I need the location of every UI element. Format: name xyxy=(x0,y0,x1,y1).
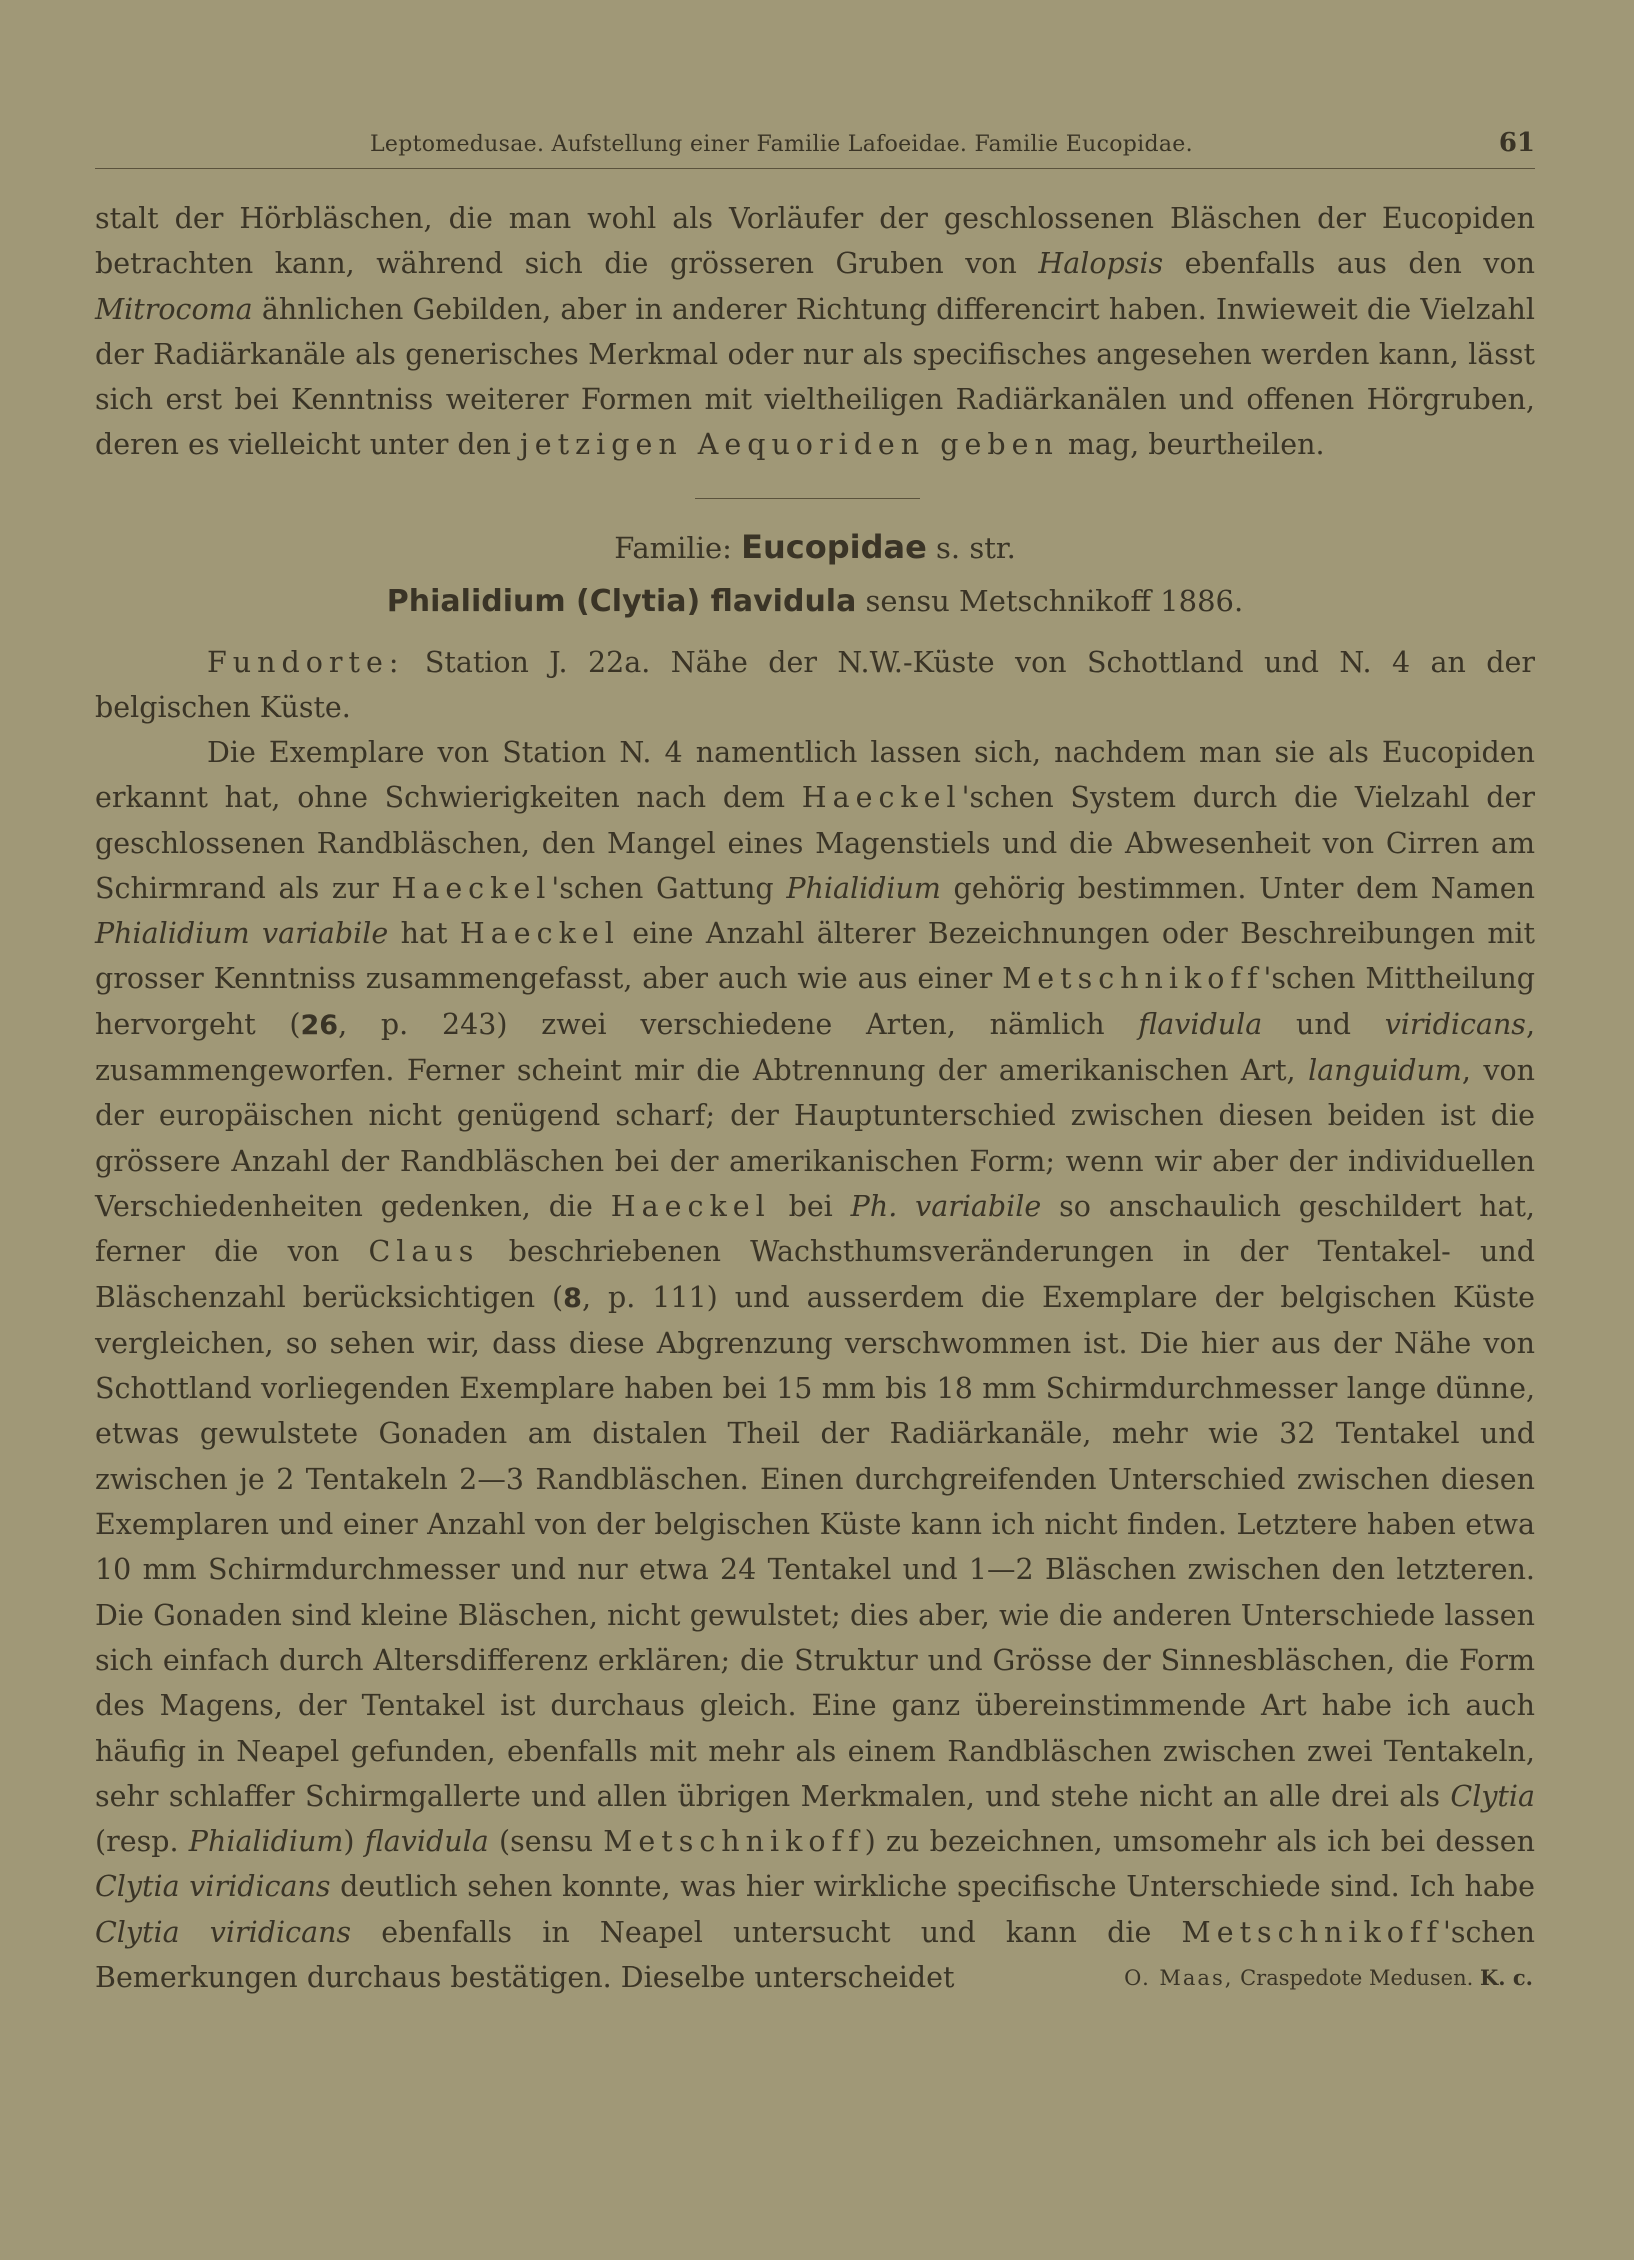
family-name: Eucopidae xyxy=(741,528,927,566)
running-head-title: Leptomedusae. Aufstellung einer Familie Lafoeidae. Familie Eucopidae. xyxy=(370,132,1193,157)
taxon-name: Clytia xyxy=(1450,1779,1535,1813)
author-name: Metschnikoff xyxy=(603,1825,865,1859)
intro-paragraph: stalt der Hörbläschen, die man wohl als Vorläufer der geschlossenen Bläschen der Eucopiden betrachten kann, während sich die grösseren Gruben von Halopsis ebenfalls aus den von Mitrocoma ähnlichen Gebilden, aber in anderer Richtung differencirt haben. Inwieweit die Vielzahl der Radiärkanäle als generisches Merkmal oder nur als specifisches angesehen werden kann, lässt sich erst bei Kenntniss weiterer Formen mit vieltheiligen Radiärkanälen und offenen Hörgruben, deren es vielleicht unter den jetzigen Aequoriden geben mag, beurtheilen. xyxy=(95,202,1535,462)
author-name: Haeckel xyxy=(801,781,962,815)
taxon-name: Phialidium xyxy=(786,871,941,905)
taxon-name: Phialidium variabile xyxy=(95,917,389,951)
author-name: Haeckel xyxy=(610,1189,771,1223)
taxon-name: Clytia viridicans xyxy=(95,1870,331,1904)
signature-work: Craspedote Medusen. xyxy=(1240,1966,1474,1990)
main-paragraph: Die Exemplare von Station N. 4 namentlich lassen sich, nachdem man sie als Eucopiden erkannt hat, ohne Schwierigkeiten nach dem Haeckel'schen System durch die Vielzahl der geschlossenen Randbläschen, den Mangel eines Magenstiels und die Abwesenheit von Cirren am Schirmrand als zur Haeckel'schen Gattung Phialidium gehörig bestimmen. Unter dem Namen Phialidium variabile hat Haeckel eine Anzahl älterer Bezeichnungen oder Beschreibungen mit grosser Kenntniss zusammengefasst, aber auch wie aus einer Metschnikoff'schen Mittheilung hervorgeht (26, p. 243) zwei verschiedene Arten, nämlich flavidula und viridicans, zusammengeworfen. Ferner scheint mir die Abtrennung der amerikanischen Art, languidum, von der europäischen nicht genügend scharf; der Hauptunterschied zwischen diesen beiden ist die grössere Anzahl der Randbläschen bei der amerikanischen Form; wenn wir aber der individuellen Verschiedenheiten gedenken, die Haeckel bei Ph. variabile so anschaulich geschildert hat, ferner die von Claus beschriebenen Wachsthumsveränderungen in der Tentakel- und Bläschenzahl berücksichtigen (8, p. 111) und ausserdem die Exemplare der belgischen Küste vergleichen, so sehen wir, dass diese Abgrenzung verschwommen ist. Die hier aus der Nähe von Schottland vorliegenden Exemplare haben bei 15 mm bis 18 mm Schirmdurchmesser lange dünne, etwas gewulstete Gonaden am distalen Theil der Radiärkanäle, mehr wie 32 Tentakel und zwischen je 2 Tentakeln 2—3 Randbläschen. Einen durchgreifenden Unterschied zwischen diesen Exemplaren und einer Anzahl von der belgischen Küste kann ich nicht finden. Letztere haben etwa 10 mm Schirmdurchmesser und nur etwa 24 Tentakel und 1—2 Bläschen zwischen den letzteren. Die Gonaden sind kleine Bläschen, nicht gewulstet; dies aber, wie die anderen Unterschiede lassen sich einfach durch Altersdifferenz erklären; die Struktur und Grösse der Sinnesbläschen, die Form des Magens, der Tentakel ist durchaus gleich. Eine ganz übereinstimmende Art habe ich auch häufig in Neapel gefunden, ebenfalls mit mehr als einem Randbläschen zwischen zwei Tentakeln, sehr schlaffer Schirmgallerte und allen übrigen Merkmalen, und stehe nicht an alle drei als Clytia (resp. Phialidium) flavidula (sensu Metschnikoff) zu bezeichnen, umsomehr als ich bei dessen Clytia viridicans deutlich sehen konnte, was hier wirkliche specifische Unterschiede sind. Ich habe Clytia viridicans ebenfalls in Neapel untersucht und kann die Metschnikoff'schen Bemerkungen durchaus bestätigen. Dieselbe unterscheidet xyxy=(95,736,1536,1995)
author-name: Claus xyxy=(368,1235,480,1269)
taxon-name: Ph. variabile xyxy=(850,1189,1042,1223)
family-prefix: Familie: xyxy=(614,531,732,565)
taxon-name: flavidula xyxy=(1138,1007,1263,1041)
section-divider xyxy=(695,498,920,499)
taxon-name: viridicans xyxy=(1384,1007,1526,1041)
reference-number: 8 xyxy=(563,1282,582,1314)
spaced-text: jetzigen Aequoriden geben xyxy=(519,428,1059,462)
author-name: Haeckel xyxy=(459,917,620,951)
signature-mark: K. c. xyxy=(1480,1965,1533,1990)
taxon-name: Halopsis xyxy=(1038,247,1164,281)
signature-author: O. Maas, xyxy=(1124,1966,1234,1990)
author-name: Metschnikoff xyxy=(1181,1915,1443,1949)
taxon-name: flavidula xyxy=(364,1825,489,1859)
author-name: Haeckel xyxy=(391,871,552,905)
taxon-name: Clytia viridicans xyxy=(95,1915,352,1949)
page-number: 61 xyxy=(1498,128,1535,158)
fundorte-label: Fundorte: xyxy=(207,646,405,679)
document-page xyxy=(95,0,1535,2260)
taxon-name: Phialidium xyxy=(188,1825,344,1859)
author-name: Metschnikoff xyxy=(1002,962,1264,996)
species-name: Phialidium (Clytia) flavidula xyxy=(386,584,857,619)
signature-line xyxy=(1124,1965,1533,1990)
taxon-name: Mitrocoma xyxy=(95,292,253,326)
species-authority: sensu Metschnikoff 1886. xyxy=(865,584,1244,618)
family-suffix: s. str. xyxy=(936,531,1016,565)
taxon-name: languidum xyxy=(1308,1054,1462,1088)
reference-number: 26 xyxy=(300,1009,339,1041)
fundorte-paragraph xyxy=(95,640,1535,731)
family-heading xyxy=(95,528,1535,566)
fundorte-text: Station J. 22a. Nähe der N.W.-Küste von Schottland und N. 4 an der belgischen Küste. xyxy=(95,646,1535,725)
running-head xyxy=(95,128,1535,169)
species-heading xyxy=(95,584,1535,619)
